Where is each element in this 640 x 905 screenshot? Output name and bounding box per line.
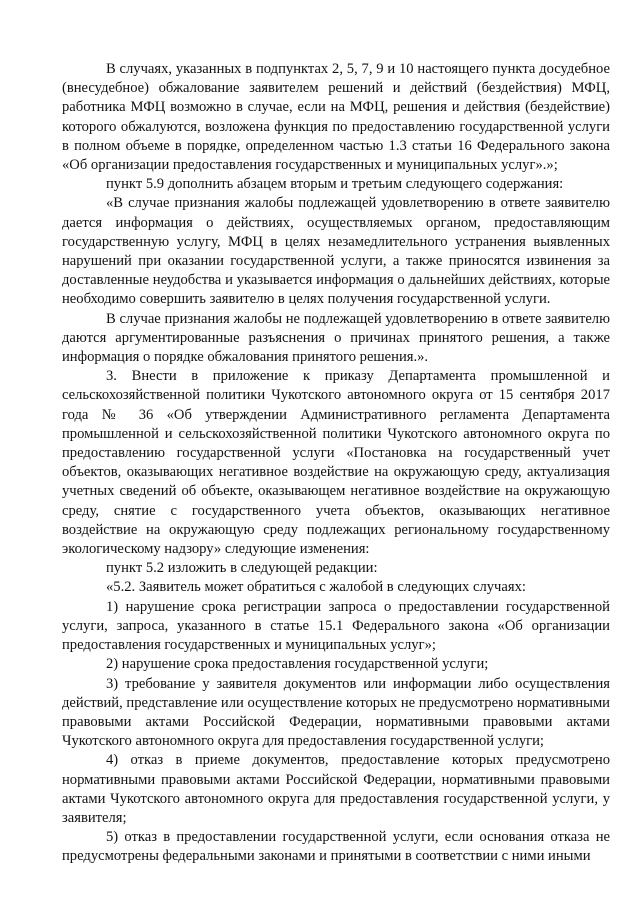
paragraph-complaint-rejected: В случае признания жалобы не подлежащей удовлетворению в ответе заявителю даются аргументированные разъяснения о причинах принятого решения, а также информация о порядке обжалования принятого решения.».	[62, 310, 610, 366]
paragraph-5-2-heading: «5.2. Заявитель может обратиться с жалобой в следующих случаях:	[106, 579, 526, 596]
list-item-2: 2) нарушение срока предоставления государственной услуги;	[106, 656, 489, 673]
document-page	[62, 60, 610, 867]
list-item-3: 3) требование у заявителя документов или информации либо осуществления действий, представление или осуществление которых не предусмотрено нормативными правовыми актами Российской Федерации, нормативными правовыми актами Чукотского автономного округа для предоставления государственной услуги;	[62, 675, 610, 750]
paragraph-item-5-2-new-wording: пункт 5.2 изложить в следующей редакции:	[106, 560, 378, 577]
paragraph-complaint-satisfied: «В случае признания жалобы подлежащей удовлетворению в ответе заявителю дается информация о действиях, осуществляемых органом, предоставляющим государственную услугу, МФЦ в целях незамедлительного устранения выявленных нарушений при оказании государственной услуги, а также приносятся извинения за доставленные неудобства и указывается информация о дальнейших действиях, которые необходимо совершить заявителю в целях получения государственной услуги.	[62, 195, 610, 308]
paragraph-item-5-9-amendment: пункт 5.9 дополнить абзацем вторым и третьим следующего содержания:	[106, 176, 564, 193]
list-item-4: 4) отказ в приеме документов, предоставление которых предусмотрено нормативными правовыми актами Российской Федерации, нормативными правовыми актами Чукотского автономного округа для предоставления государственной услуги, у заявителя;	[62, 752, 610, 826]
paragraph-mfc-appeal-cases: В случаях, указанных в подпунктах 2, 5, 7, 9 и 10 настоящего пункта досудебное (внесудебное) обжалование заявителем решений и действий (бездействия) МФЦ, работника МФЦ возможно в случае, если на МФЦ, решения и действия (бездействие) которого обжалуются, возложена функция по предоставлению государственной услуги в полном объеме в порядке, определенном частью 1.3 статьи 16 Федерального закона «Об организации предоставления государственных и муниципальных услуг».»;	[62, 61, 610, 174]
paragraph-section-3-order-changes: 3. Внести в приложение к приказу Департамента промышленной и сельскохозяйственной политики Чукотского автономного округа от 15 сентября 2017 года № 36 «Об утверждении Административного регламента Департамента промышленной и сельскохозяйственной политики Чукотского автономного округа по предоставлению государственной услуги «Постановка на государственный учет объектов, оказывающих негативное воздействие на окружающую среду, актуализация учетных сведений об объекте, оказывающем негативное воздействие на окружающую среду, снятие с государственного учета объектов, оказывающих негативное воздействие на окружающую среду подлежащих региональному государственному экологическому надзору» следующие изменения:	[62, 368, 610, 558]
list-item-1: 1) нарушение срока регистрации запроса о предоставлении государственной услуги, запроса, указанного в статье 15.1 Федерального закона «Об организации предоставления государственных и муниципальных услуг»;	[62, 598, 610, 654]
list-item-5: 5) отказ в предоставлении государственной услуги, если основания отказа не предусмотрены федеральными законами и принятыми в соответствии с ними иными	[62, 829, 610, 865]
